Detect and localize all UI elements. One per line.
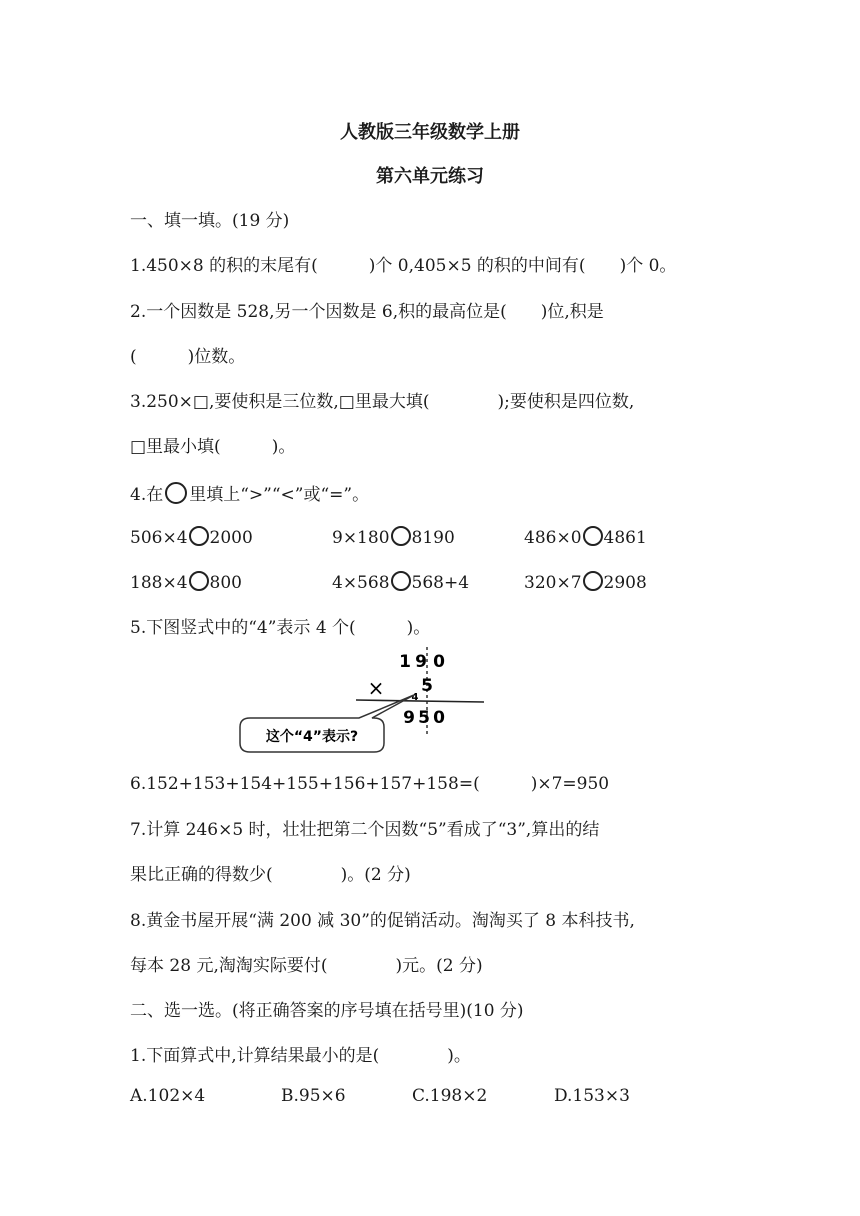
- choice-option-d: D.153×3: [554, 1086, 630, 1106]
- question-8-line1: 8.黄金书屋开展“满 200 减 30”的促销活动。淘淘买了 8 本科技书,: [130, 911, 635, 931]
- question-7-line2: 果比正确的得数少( )。(2 分): [130, 865, 411, 885]
- compare-item: 486×0 4861: [524, 528, 647, 548]
- carry-digit: 4: [411, 692, 419, 703]
- row1-digit: 1: [399, 652, 411, 672]
- question-8-line2: 每本 28 元,淘淘实际要付( )元。(2 分): [130, 956, 483, 976]
- question-2-line2: ( )位数。: [130, 347, 246, 367]
- doc-subtitle: 第六单元练习: [376, 166, 484, 187]
- compare-item: 188×4 800: [130, 573, 242, 593]
- compare-item: 320×7 2908: [524, 573, 647, 593]
- question-6: 6.152+153+154+155+156+157+158=( )×7=950: [130, 774, 610, 794]
- question-7-line1: 7.计算 246×5 时，壮壮把第二个因数“5”看成了“3”,算出的结: [130, 820, 600, 840]
- question-4: [130, 480, 369, 505]
- compare-circle-icon[interactable]: [189, 571, 209, 591]
- question-4-suffix: 里填上“>”“<”或“=”。: [189, 485, 370, 505]
- row1-digit: 9: [415, 652, 427, 672]
- compare-circle-icon[interactable]: [583, 526, 603, 546]
- section2-heading: 二、选一选。(将正确答案的序号填在括号里)(10 分): [130, 1001, 524, 1021]
- question-3-line1: 3.250×□,要使积是三位数,□里最大填( );要使积是四位数,: [130, 392, 635, 412]
- choice-option-b: B.95×6: [281, 1086, 346, 1106]
- row3-digit: 9: [403, 708, 415, 728]
- row2-digit: 5: [421, 676, 433, 696]
- compare-item: 506×4 2000: [130, 528, 253, 548]
- vertical-multiplication-figure: [234, 645, 494, 760]
- question-5: 5.下图竖式中的“4”表示 4 个( )。: [130, 618, 431, 638]
- section2-question-1: 1.下面算式中,计算结果最小的是( )。: [130, 1046, 471, 1066]
- question-2-line1: 2.一个因数是 528,另一个因数是 6,积的最高位是( )位,积是: [130, 302, 604, 322]
- compare-circle-icon[interactable]: [583, 571, 603, 591]
- multiply-sign: ×: [367, 676, 385, 700]
- row3-digit: 0: [433, 708, 445, 728]
- question-4-prefix: 4.在: [130, 485, 164, 505]
- question-1: 1.450×8 的积的末尾有( )个 0,405×5 的积的中间有( )个 0。: [130, 256, 677, 276]
- question-3-line2: □里最小填( )。: [130, 437, 296, 457]
- compare-circle-icon[interactable]: [391, 526, 411, 546]
- compare-circle-icon[interactable]: [189, 526, 209, 546]
- compare-item: 9×180 8190: [332, 528, 455, 548]
- choice-option-c: C.198×2: [412, 1086, 488, 1106]
- doc-title: 人教版三年级数学上册: [340, 122, 520, 143]
- circle-icon: [165, 482, 187, 504]
- compare-circle-icon[interactable]: [391, 571, 411, 591]
- compare-item: 4×568 568+4: [332, 573, 470, 593]
- speech-bubble-text: 这个“4”表示?: [265, 729, 359, 745]
- section1-heading: 一、填一填。(19 分): [130, 211, 290, 231]
- choice-option-a: A.102×4: [130, 1086, 206, 1106]
- row3-digit: 5: [418, 708, 430, 728]
- row1-digit: 0: [433, 652, 445, 672]
